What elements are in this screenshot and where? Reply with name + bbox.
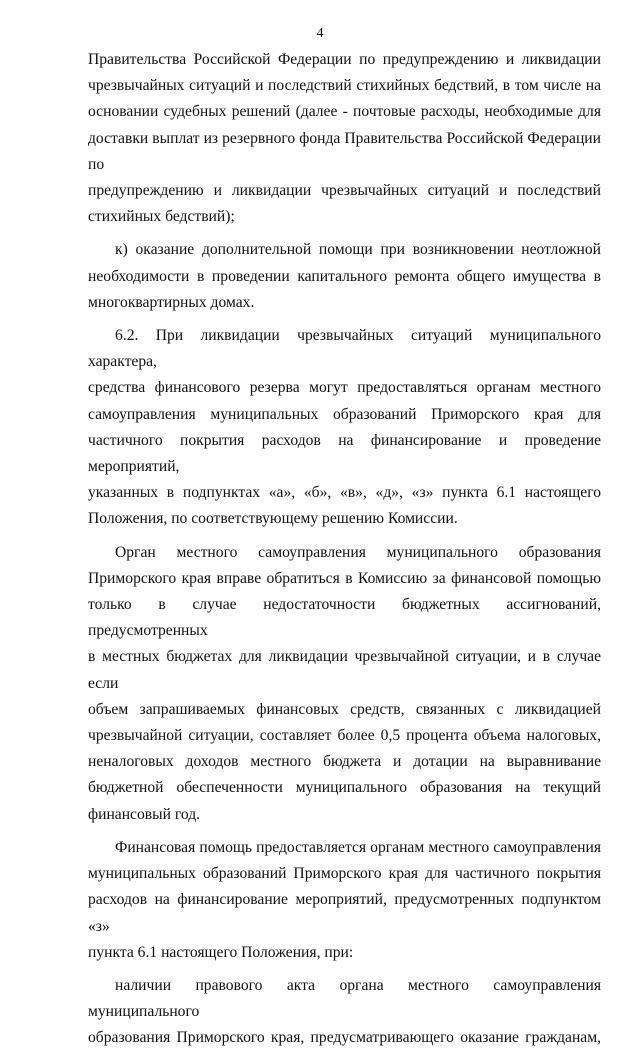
paragraph bbox=[88, 237, 601, 316]
paragraph bbox=[88, 47, 601, 230]
text-line: в местных бюджетах для ликвидации чрезвычайной ситуации, и в случае если bbox=[88, 648, 601, 692]
text-line: чрезвычайных ситуаций и последствий стихийных бедствий, в том числе на bbox=[88, 77, 601, 95]
text-line: чрезвычайной ситуации, составляет более 0,5 процента объема налоговых, bbox=[88, 727, 601, 745]
text-line: наличии правового акта органа местного самоуправления муниципального bbox=[88, 976, 601, 1021]
text-line: расходов на финансирование мероприятий, предусмотренных подпунктом «з» bbox=[88, 891, 601, 935]
text-line: доставки выплат из резервного фонда Правительства Российской Федерации по bbox=[88, 129, 601, 173]
page-number: 4 bbox=[316, 26, 324, 41]
text-line: Орган местного самоуправления муниципального образования bbox=[115, 543, 601, 561]
text-line: финансовый год. bbox=[88, 805, 201, 823]
text-line: указанных в подпунктах «а», «б», «в», «д», «з» пункта 6.1 настоящего bbox=[88, 484, 601, 502]
text-line: Финансовая помощь предоставляется органам местного самоуправления bbox=[115, 838, 601, 856]
text-line: самоуправления муниципальных образований Приморского края для bbox=[88, 405, 601, 423]
text-line: необходимости в проведении капитального ремонта общего имущества в bbox=[88, 267, 601, 285]
text-line: бюджетной обеспеченности муниципального образования на текущий bbox=[88, 779, 601, 797]
text-line: муниципальных образований Приморского края для частичного покрытия bbox=[88, 865, 601, 883]
paragraph bbox=[88, 540, 601, 828]
text-line: предупреждению и ликвидации чрезвычайных ситуаций и последствий bbox=[88, 182, 601, 200]
text-line: частичного покрытия расходов на финансирование и проведение мероприятий, bbox=[88, 431, 601, 476]
text-line: пункта 6.1 настоящего Положения, при: bbox=[88, 943, 354, 961]
text-line: к) оказание дополнительной помощи при возникновении неотложной bbox=[115, 241, 601, 259]
document-body bbox=[88, 47, 601, 1052]
text-line: объем запрашиваемых финансовых средств, связанных с ликвидацией bbox=[88, 700, 601, 718]
text-line: Приморского края вправе обратиться в Комиссию за финансовой помощью bbox=[88, 569, 601, 587]
text-line: средства финансового резерва могут предоставляться органам местного bbox=[88, 379, 601, 397]
text-line: стихийных бедствий); bbox=[88, 208, 235, 226]
text-line: основании судебных решений (далее - почтовые расходы, необходимые для bbox=[88, 103, 601, 121]
text-line: Правительства Российской Федерации по предупреждению и ликвидации bbox=[88, 51, 601, 68]
paragraph bbox=[88, 323, 601, 533]
paragraph bbox=[88, 973, 601, 1052]
text-line: 6.2. При ликвидации чрезвычайных ситуаций муниципального характера, bbox=[88, 327, 601, 371]
text-line: только в случае недостаточности бюджетных ассигнований, предусмотренных bbox=[88, 596, 601, 640]
text-line: образования Приморского края, предусматривающего оказание гражданам, bbox=[88, 1029, 601, 1047]
text-line: Положения, по соответствующему решению Комиссии. bbox=[88, 510, 458, 528]
paragraph bbox=[88, 835, 601, 966]
text-line: многоквартирных домах. bbox=[88, 293, 255, 311]
text-line: неналоговых доходов местного бюджета и дотации на выравнивание bbox=[88, 753, 601, 771]
